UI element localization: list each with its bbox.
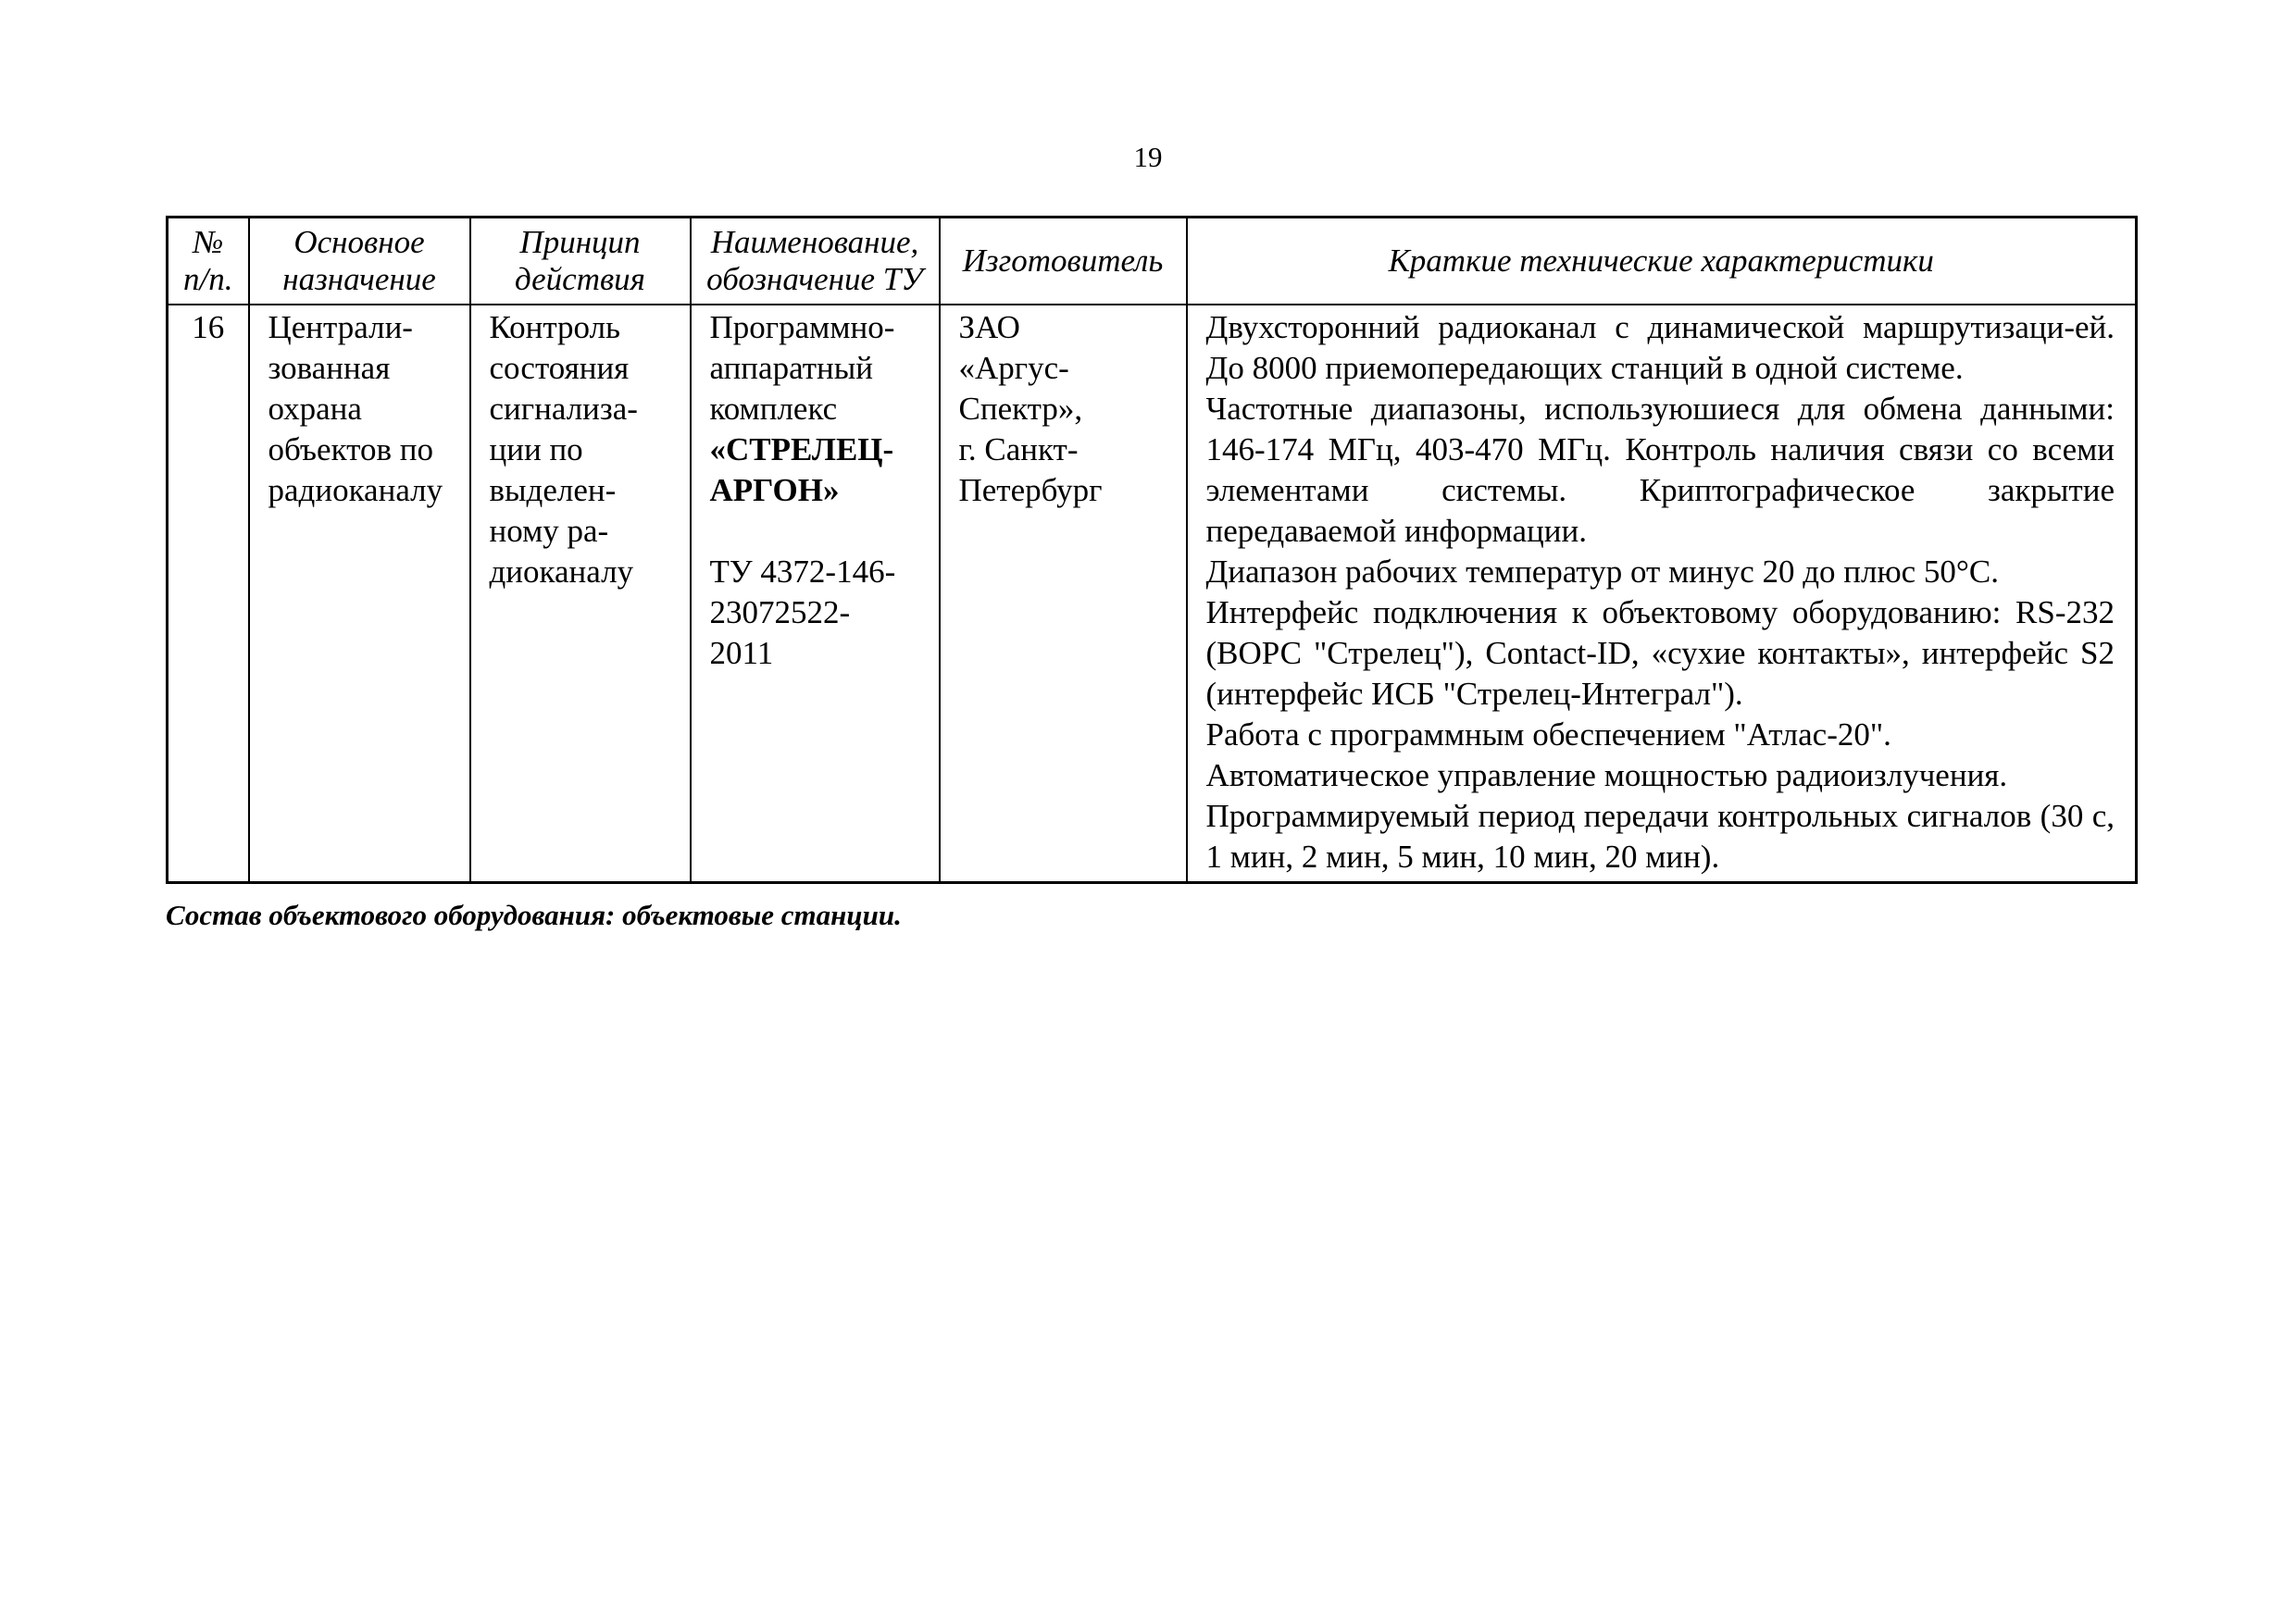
header-num-line: № xyxy=(193,224,224,260)
header-purpose xyxy=(249,218,470,305)
header-principle xyxy=(470,218,691,305)
header-name xyxy=(691,218,940,305)
tu-line: 23072522- xyxy=(709,594,851,630)
name-intro-line: Программно- xyxy=(709,309,895,345)
purpose-line: объектов по xyxy=(268,431,433,467)
equipment-spec-table xyxy=(166,216,2138,884)
manufacturer-line: Петербург xyxy=(958,472,1103,508)
principle-line: Контроль xyxy=(489,309,621,345)
name-spacer xyxy=(710,511,920,552)
spec-paragraph: Частотные диапазоны, используюшиеся для обмена данными: 146-174 МГц, 403-470 МГц. Контроль наличия связи со всеми элементами системы. Криптографическое закрытие передаваемой информации. xyxy=(1205,391,2115,549)
product-name-line: «СТРЕЛЕЦ- xyxy=(709,431,894,467)
row-specs xyxy=(1187,305,2137,883)
header-purpose-line: Основное xyxy=(293,224,425,260)
purpose-line: Централи- xyxy=(268,309,413,345)
tu-line: 2011 xyxy=(709,635,774,671)
principle-line: состояния xyxy=(489,350,630,386)
header-specs: Краткие технические характеристики xyxy=(1187,218,2137,305)
row-principle xyxy=(470,305,691,883)
table-header-row xyxy=(168,218,2137,305)
spec-paragraph: Автоматическое управление мощностью радиоизлучения. xyxy=(1205,757,2008,793)
header-name-line: обозначение ТУ xyxy=(706,261,923,297)
header-principle-line: действия xyxy=(515,261,645,297)
principle-line: выделен- xyxy=(489,472,617,508)
manufacturer-line: Спектр», xyxy=(958,391,1083,427)
spec-paragraph: Диапазон рабочих температур от минус 20 до плюс 50°С. xyxy=(1205,554,2000,590)
manufacturer-line: г. Санкт- xyxy=(958,431,1079,467)
purpose-line: охрана xyxy=(268,391,362,427)
header-principle-line: Принцип xyxy=(519,224,641,260)
name-intro-line: комплекс xyxy=(709,391,838,427)
purpose-line: радиоканалу xyxy=(268,472,443,508)
principle-line: диоканалу xyxy=(489,554,634,590)
tu-line: ТУ 4372-146- xyxy=(709,554,896,590)
header-num xyxy=(168,218,249,305)
principle-line: ции по xyxy=(489,431,583,467)
spec-paragraph: Двухсторонний радиоканал с динамической маршрутизаци-ей. До 8000 приемопередающих станций в одной системе. xyxy=(1205,309,2115,386)
header-name-line: Наименование, xyxy=(710,224,919,260)
principle-line: ному ра- xyxy=(489,513,609,549)
manufacturer-line: «Аргус- xyxy=(958,350,1069,386)
row-name xyxy=(691,305,940,883)
manufacturer-line: ЗАО xyxy=(958,309,1020,345)
spec-paragraph: Интерфейс подключения к объектовому оборудованию: RS-232 (ВОРС "Стрелец"), Contact-ID, «сухие контакты», интерфейс S2 (интерфейс ИСБ "Стрелец-Интеграл"). xyxy=(1205,594,2115,712)
header-manufacturer: Изготовитель xyxy=(940,218,1187,305)
row-num: 16 xyxy=(168,305,249,883)
table-row xyxy=(168,305,2137,883)
header-num-line: п/п. xyxy=(183,261,233,297)
equipment-composition-note: Состав объектового оборудования: объектовые станции. xyxy=(166,899,902,931)
row-purpose xyxy=(249,305,470,883)
name-intro-line: аппаратный xyxy=(709,350,873,386)
purpose-line: зованная xyxy=(268,350,391,386)
page-number: 19 xyxy=(1133,141,1163,173)
product-name-line: АРГОН» xyxy=(709,472,840,508)
header-purpose-line: назначение xyxy=(282,261,436,297)
row-manufacturer xyxy=(940,305,1187,883)
spec-paragraph: Работа с программным обеспечением "Атлас-20". xyxy=(1205,716,1891,753)
spec-paragraph: Программируемый период передачи контрольных сигналов (30 с, 1 мин, 2 мин, 5 мин, 10 мин, 20 мин). xyxy=(1205,798,2115,875)
principle-line: сигнализа- xyxy=(489,391,638,427)
